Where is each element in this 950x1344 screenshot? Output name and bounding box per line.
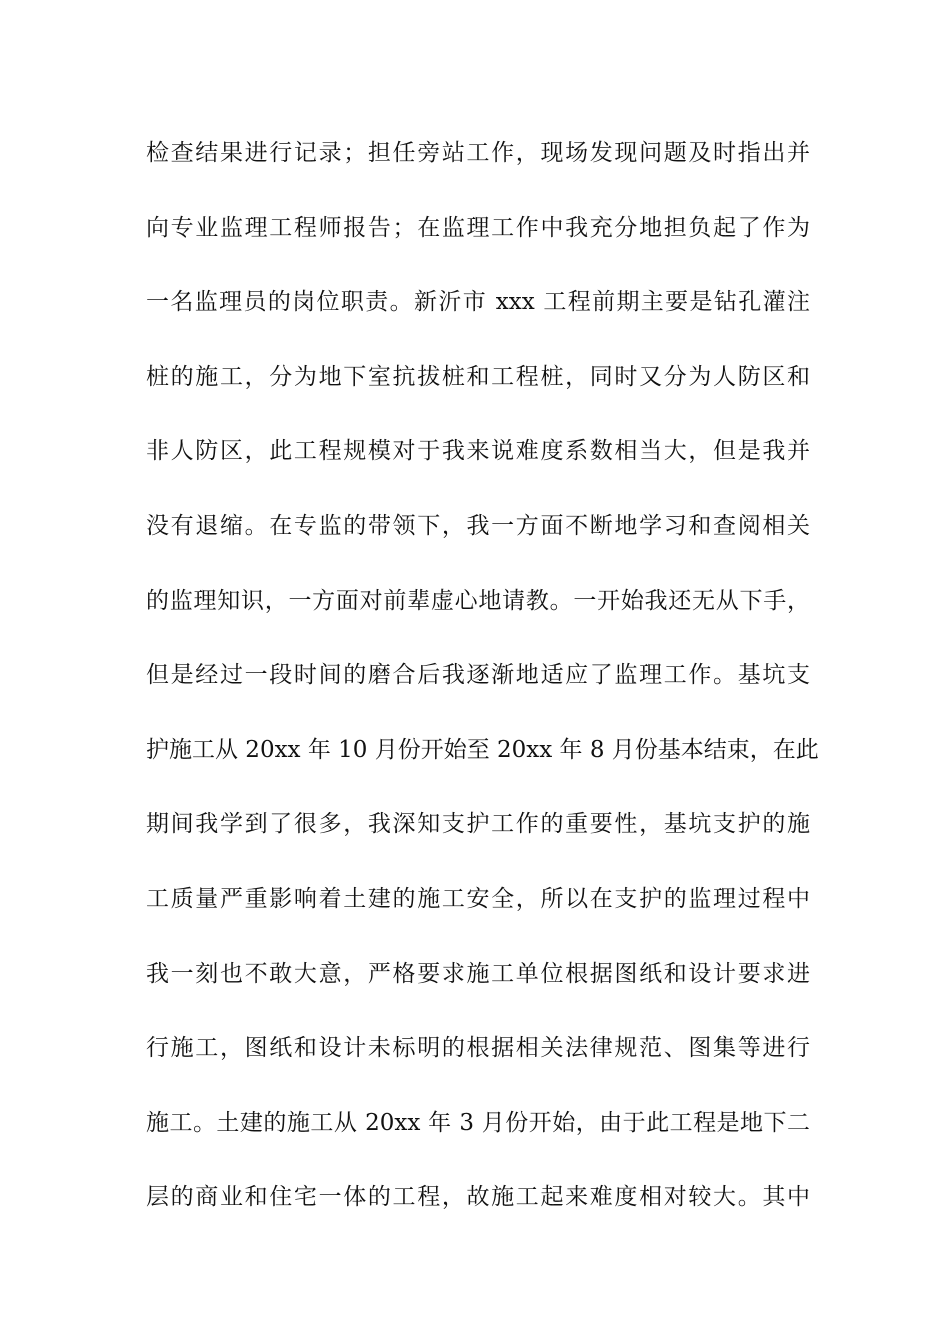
- text-line: 工质量严重影响着土建的施工安全，所以在支护的监理过程中: [146, 885, 810, 912]
- text-line: 我一刻也不敢大意，严格要求施工单位根据图纸和设计要求进: [146, 960, 810, 987]
- text-line: 期间我学到了很多，我深知支护工作的重要性，基坑支护的施: [146, 811, 810, 838]
- text-line: 施工。土建的施工从 20xx 年 3 月份开始，由于此工程是地下二: [146, 1109, 810, 1136]
- text-line: 但是经过一段时间的磨合后我逐渐地适应了监理工作。基坑支: [146, 662, 810, 689]
- text-line: 检查结果进行记录；担任旁站工作，现场发现问题及时指出并: [146, 140, 810, 166]
- text-line: 一名监理员的岗位职责。新沂市 xxx 工程前期主要是钻孔灌注: [146, 289, 810, 316]
- body-text: [146, 133, 819, 1252]
- text-line: 桩的施工，分为地下室抗拔桩和工程桩，同时又分为人防区和: [146, 363, 810, 390]
- text-line: 的监理知识，一方面对前辈虚心地请教。一开始我还无从下手，: [146, 587, 810, 614]
- text-line: 层的商业和住宅一体的工程，故施工起来难度相对较大。其中: [146, 1184, 810, 1211]
- text-line: 向专业监理工程师报告；在监理工作中我充分地担负起了作为: [146, 214, 810, 241]
- text-line: 护施工从 20xx 年 10 月份开始至 20xx 年 8 月份基本结束，在此: [146, 736, 819, 763]
- text-line: 非人防区，此工程规模对于我来说难度系数相当大，但是我并: [146, 438, 810, 465]
- text-line: 行施工，图纸和设计未标明的根据相关法律规范、图集等进行: [146, 1035, 810, 1062]
- text-line: 没有退缩。在专监的带领下，我一方面不断地学习和查阅相关: [146, 512, 810, 539]
